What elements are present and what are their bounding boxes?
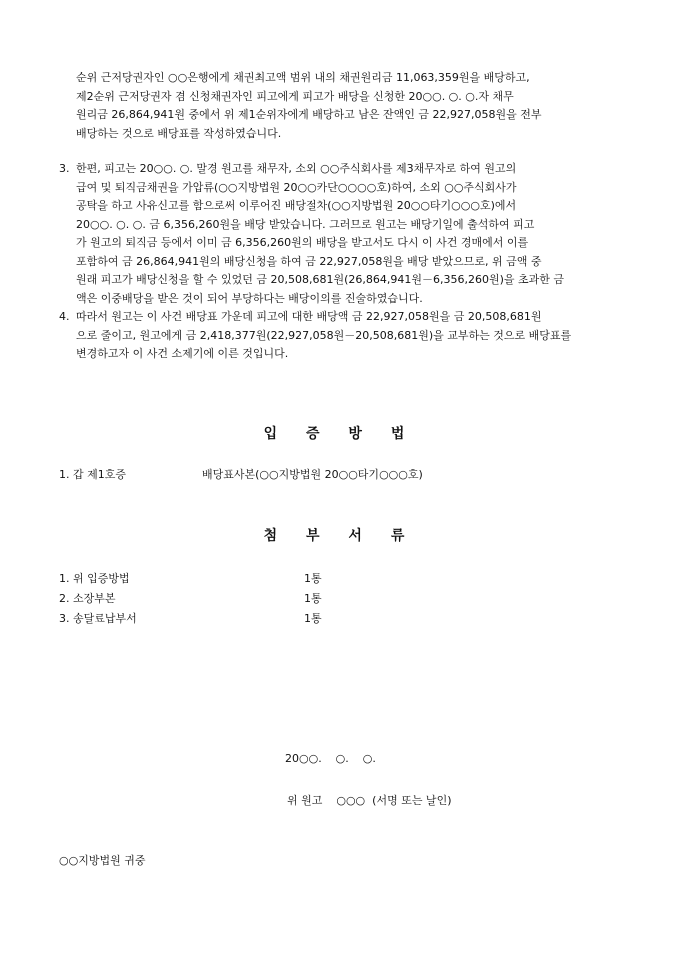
- item-number: 4.: [59, 310, 70, 323]
- list-item-3: [59, 160, 619, 308]
- text-line: 원리금 26,864,941원 중에서 위 제1순위자에게 배당하고 남은 잔액인 금 22,927,058원을 전부: [76, 108, 542, 121]
- court-addressee: ○○지방법원 귀중: [59, 854, 146, 867]
- text-line: 한편, 피고는 20○○. ○. 말경 원고를 채무자, 소외 ○○주식회사를 제3채무자로 하여 원고의: [76, 162, 517, 175]
- text-line: 포함하여 금 26,864,941원의 배당신청을 하여 금 22,927,058원을 배당 받았으므로, 위 금액 중: [76, 254, 542, 268]
- attachment-count: 1통: [304, 612, 322, 625]
- signature-line: 위 원고 ○○○ (서명 또는 날인): [287, 794, 452, 807]
- attachments-heading: 첨 부 서 류: [263, 528, 417, 544]
- evidence-value: 배당표사본(○○지방법원 20○○타기○○○호): [202, 468, 423, 481]
- text-line: 20○○. ○. ○. 금 6,356,260원을 배당 받았습니다. 그러므로 원고는 배당기일에 출석하여 피고: [76, 217, 535, 231]
- text-line: 급여 및 퇴직금채권을 가압류(○○지방법원 20○○카단○○○○호)하여, 소외 ○○주식회사가: [76, 180, 517, 194]
- text-line: 공탁을 하고 사유신고를 함으로써 이루어진 배당절차(○○지방법원 20○○타기○○○호)에서: [76, 199, 517, 212]
- text-line: 원래 피고가 배당신청을 할 수 있었던 금 20,508,681원(26,864,941원－6,356,260원)을 초과한 금: [76, 273, 565, 286]
- text-line: 으로 줄이고, 원고에게 금 2,418,377원(22,927,058원－20,508,681원)을 교부하는 것으로 배당표를: [76, 328, 572, 342]
- text-line: 변경하고자 이 사건 소제기에 이른 것입니다.: [76, 347, 289, 360]
- text-line: 따라서 원고는 이 사건 배당표 가운데 피고에 대한 배당액 금 22,927,058원을 금 20,508,681원: [76, 310, 542, 323]
- evidence-label: 1. 갑 제1호증: [59, 468, 126, 481]
- attachment-count: 1통: [304, 572, 322, 585]
- attachment-label: 2. 소장부본: [59, 592, 116, 605]
- attachment-label: 3. 송달료납부서: [59, 612, 137, 625]
- text-line: 순위 근저당권자인 ○○은행에게 채권최고액 범위 내의 채권원리금 11,063,359원을 배당하고,: [76, 71, 530, 84]
- numbered-list: [59, 160, 619, 364]
- attachment-label: 1. 위 입증방법: [59, 572, 130, 585]
- text-line: 배당하는 것으로 배당표를 작성하였습니다.: [76, 126, 282, 140]
- attachment-count: 1통: [304, 592, 322, 605]
- text-line: 가 원고의 퇴직금 등에서 이미 금 6,356,260원의 배당을 받고서도 다시 이 사건 경매에서 이를: [76, 236, 529, 249]
- text-line: 제2순위 근저당권자 겸 신청채권자인 피고에게 피고가 배당을 신청한 20○○. ○. ○.자 채무: [76, 89, 514, 103]
- continuation-paragraph: [76, 69, 621, 143]
- evidence-heading: 입 증 방 법: [263, 426, 417, 442]
- date-line: 20○○. ○. ○.: [285, 752, 376, 765]
- text-line: 액은 이중배당을 받은 것이 되어 부당하다는 배당이의를 진술하였습니다.: [76, 291, 423, 305]
- list-item-4: [59, 308, 619, 364]
- item-number: 3.: [59, 162, 70, 175]
